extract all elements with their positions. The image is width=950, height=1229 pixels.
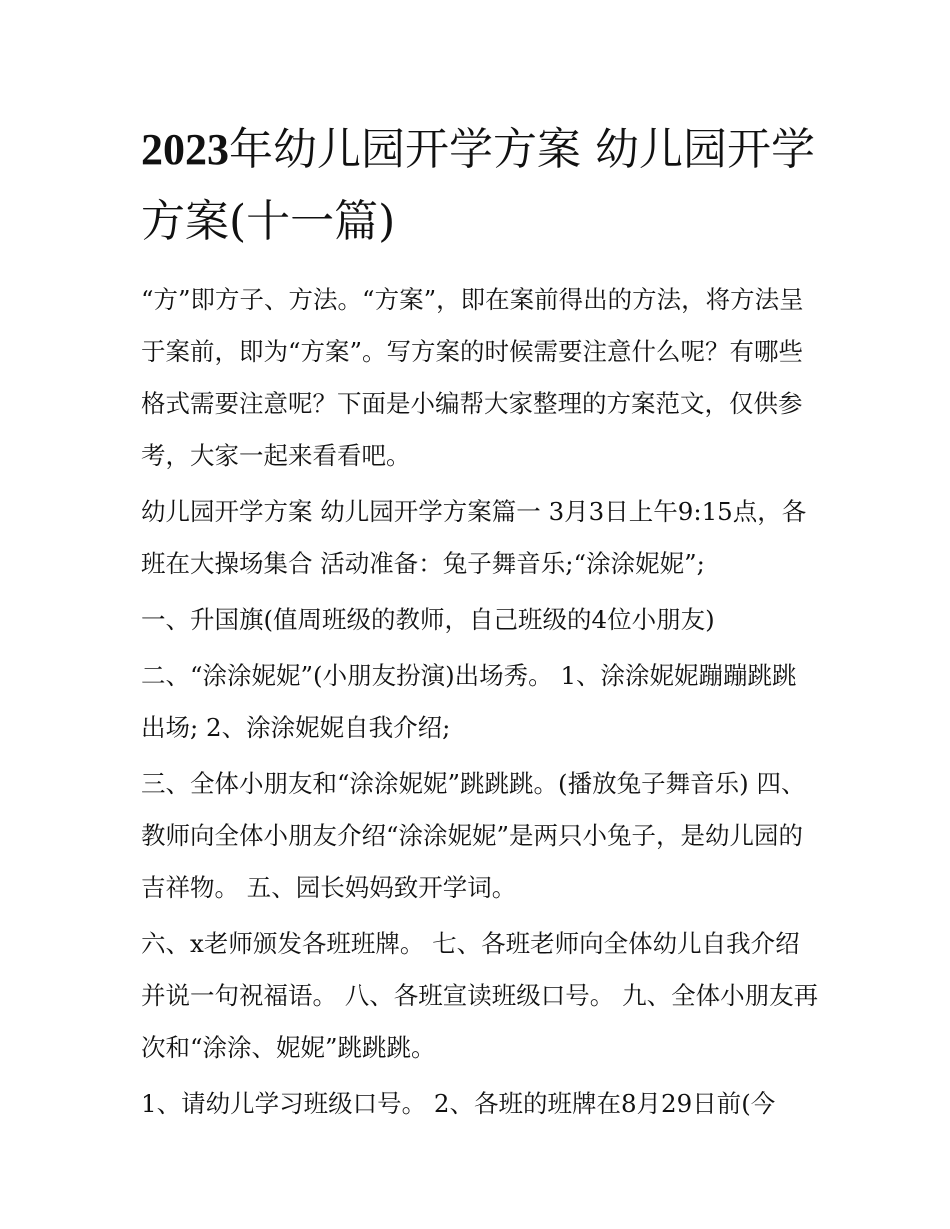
paragraph-step-2: 二、“涂涂妮妮”(小朋友扮演)出场秀。 1、涂涂妮妮蹦蹦跳跳出场; 2、涂涂妮妮自我介绍; [141,661,797,742]
document-body [141,274,821,1134]
paragraph-step-1: 一、升国旗(值周班级的教师，自己班级的4位小朋友) [141,605,715,634]
paragraph-schedule: 幼儿园开学方案 幼儿园开学方案篇一 3月3日上午9:15点，各班在大操场集合 活动准备：兔子舞音乐;“涂涂妮妮”; [141,497,807,578]
title-year: 2023 [141,125,229,174]
document-title [141,114,821,258]
paragraph-step-3-5: 三、全体小朋友和“涂涂妮妮”跳跳跳。(播放兔子舞音乐) 四、教师向全体小朋友介绍“涂涂妮妮”是两只小兔子，是幼儿园的吉祥物。 五、园长妈妈致开学词。 [141,769,806,902]
paragraph-preparation: 1、请幼儿学习班级口号。 2、各班的班牌在8月29日前(今 [141,1089,776,1118]
paragraph-intro: “方”即方子、方法。“方案”，即在案前得出的方法，将方法呈于案前，即为“方案”。写方案的时候需要注意什么呢？有哪些格式需要注意呢？下面是小编帮大家整理的方案范文，仅供参考，大家一起来看看吧。 [141,285,804,470]
title-text: 年幼儿园开学方案 幼儿园开学方案(十一篇) [141,124,815,247]
paragraph-step-6-9: 六、x老师颁发各班班牌。 七、各班老师向全体幼儿自我介绍并说一句祝福语。 八、各班宣读班级口号。 九、全体小朋友再次和“涂涂、妮妮”跳跳跳。 [141,929,819,1062]
